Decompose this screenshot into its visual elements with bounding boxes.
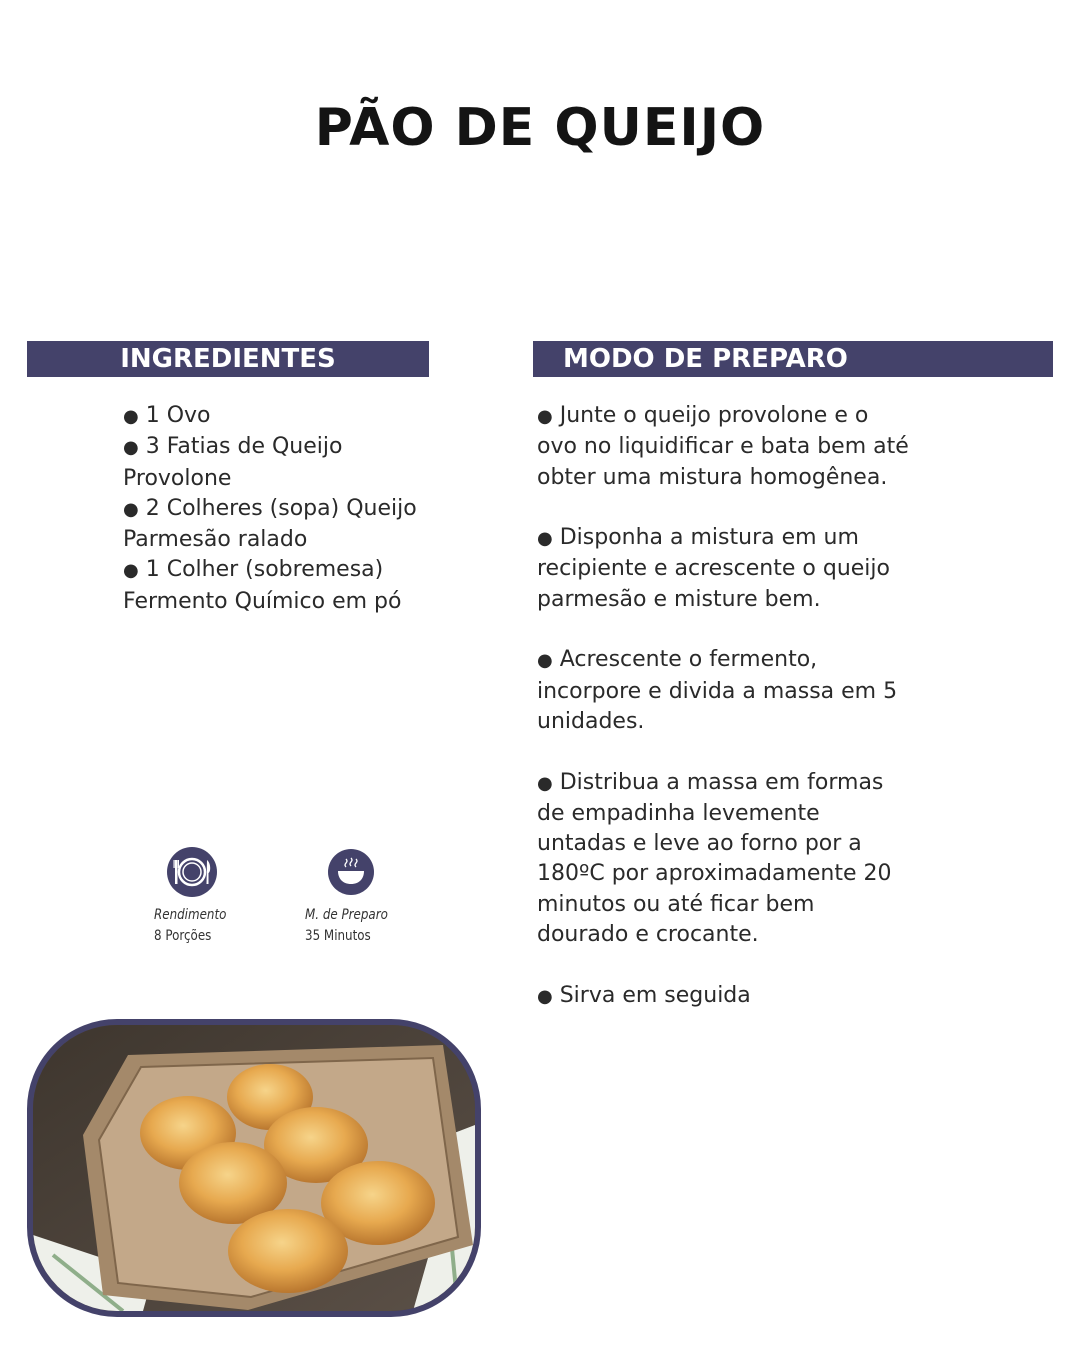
preparation-step: ● Junte o queijo provolone e o ovo no liquidificar e bata bem até obter uma mistura homogênea. bbox=[537, 403, 909, 490]
preparation-step: ● Sirva em seguida bbox=[537, 982, 751, 1008]
yield-info bbox=[154, 905, 239, 947]
preparation-step: ● Disponha a mistura em um recipiente e acrescente o queijo parmesão e misture bem. bbox=[537, 525, 890, 612]
prep-time-label: M. de Preparo bbox=[305, 907, 388, 923]
yield-label: Rendimento bbox=[154, 907, 227, 923]
ingredients-list bbox=[123, 401, 423, 617]
cheese-bread-tray-illustration bbox=[33, 1025, 475, 1311]
steaming-bowl-icon bbox=[328, 849, 374, 895]
plate-cutlery-icon bbox=[167, 847, 217, 897]
preparation-steps bbox=[537, 401, 912, 1042]
preparation-step: ● Acrescente o fermento, incorpore e divida a massa em 5 unidades. bbox=[537, 647, 898, 734]
prep-time-value: 35 Minutos bbox=[305, 928, 371, 944]
ingredient-item: ● 3 Fatias de Queijo Provolone bbox=[123, 434, 343, 491]
preparation-step: ● Distribua a massa em formas de empadinha levemente untadas e leve ao forno por a 180ºC por aproximadamente 20 minutos ou até ficar bem dourado e crocante. bbox=[537, 769, 892, 948]
page-title: PÃO DE QUEIJO bbox=[314, 98, 766, 158]
cheese-bread-photo bbox=[27, 1019, 481, 1317]
ingredient-item: ● 1 Colher (sobremesa) Fermento Químico em pó bbox=[123, 557, 402, 614]
prep-time-info bbox=[305, 905, 403, 947]
yield-value: 8 Porções bbox=[154, 928, 212, 944]
ingredient-item: ● 2 Colheres (sopa) Queijo Parmesão ralado bbox=[123, 495, 417, 553]
ingredient-item: ● 1 Ovo bbox=[123, 403, 211, 428]
ingredients-heading: INGREDIENTES bbox=[27, 341, 429, 377]
preparation-heading: MODO DE PREPARO bbox=[533, 341, 1053, 377]
